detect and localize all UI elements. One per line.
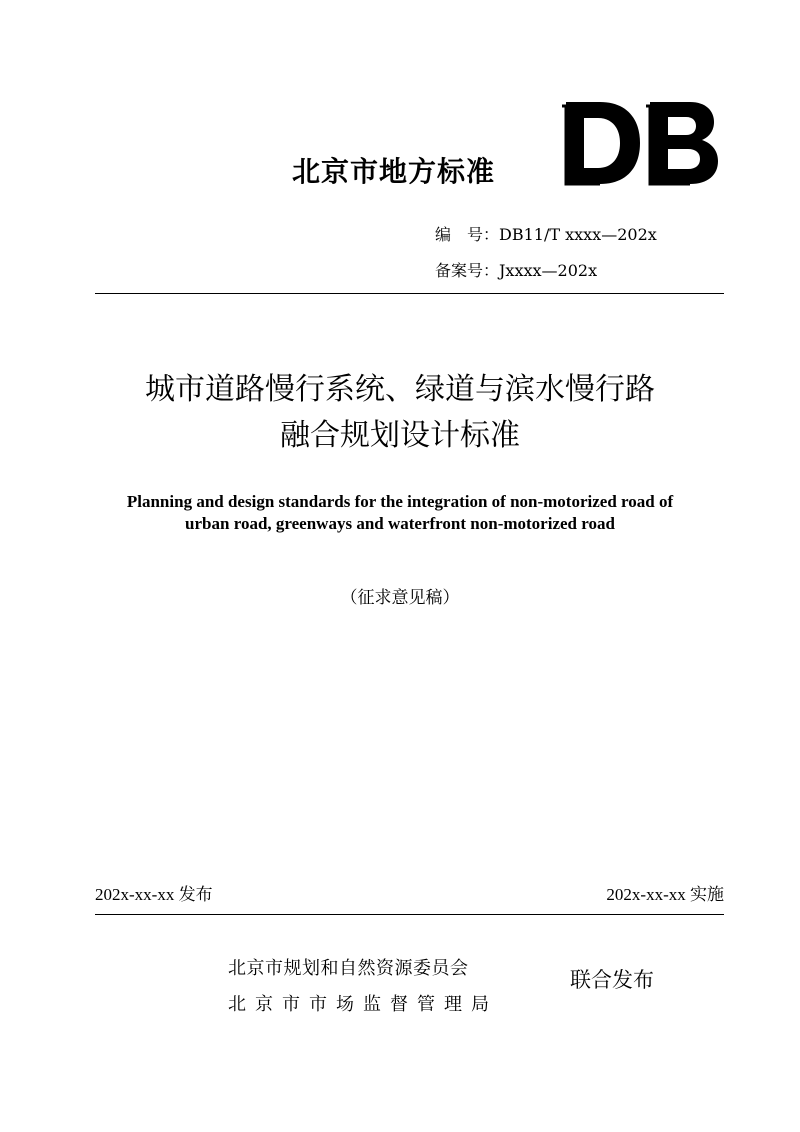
standard-number-value: DB11/T xxxx—202x (499, 225, 657, 244)
standard-type-heading: 北京市地方标准 (292, 155, 496, 188)
english-title-line-1: Planning and design standards for the integration of non-motorized road of (126, 492, 674, 511)
draft-status-note: （征求意见稿） (340, 588, 460, 608)
db-logo (560, 100, 720, 186)
bottom-divider (95, 914, 724, 915)
implement-date: 202x-xx-xx 实施 (606, 885, 724, 904)
record-number-value: Jxxxx—202x (499, 261, 598, 280)
joint-issue-label: 联合发布 (570, 968, 654, 992)
standard-number-line (435, 222, 657, 245)
publish-date: 202x-xx-xx 发布 (95, 885, 213, 904)
english-title-line-2: urban road, greenways and waterfront non-motorized road (185, 514, 615, 533)
top-divider (95, 293, 724, 294)
chinese-title-line-2: 融合规划设计标准 (280, 418, 520, 453)
record-number-label: 备案号： (435, 261, 500, 280)
record-number-line (435, 258, 597, 281)
standard-number-label: 编 号： (435, 225, 500, 244)
issuer-line-1: 北京市规划和自然资源委员会 (228, 958, 469, 979)
chinese-title-line-1: 城市道路慢行系统、绿道与滨水慢行路 (145, 372, 655, 407)
issuer-line-2: 北京市市场监督管理局 (228, 994, 498, 1015)
